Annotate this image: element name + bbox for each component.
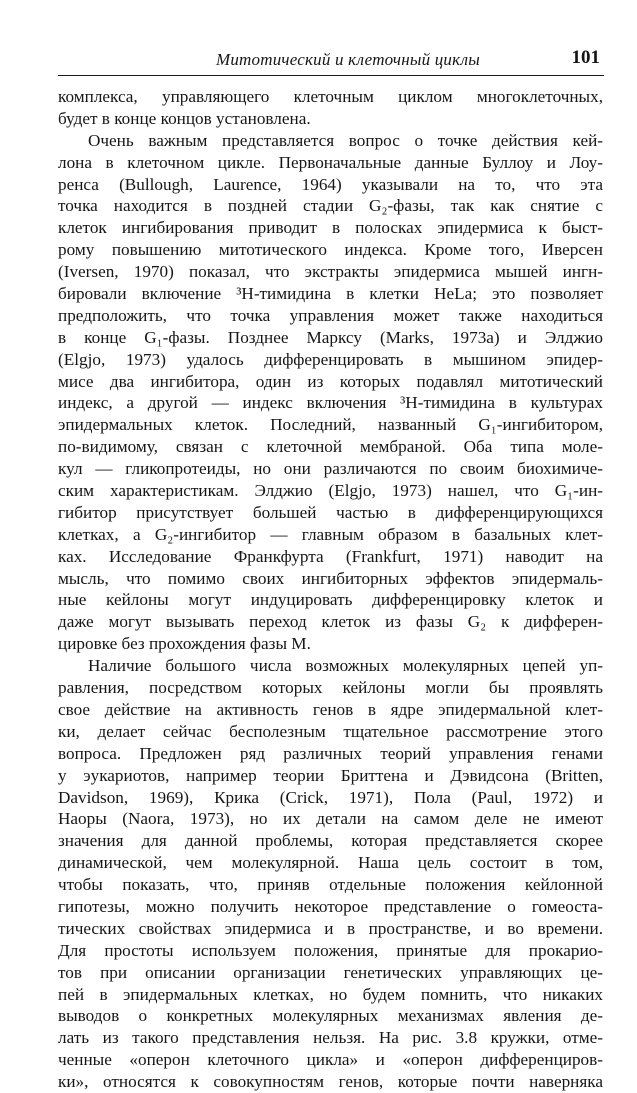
text-line: Davidson, 1969), Крика (Crick, 1971), Пола (Paul, 1972) и	[58, 787, 603, 807]
text-line: равления, посредством которых кейлоны могли бы проявлять	[58, 678, 603, 698]
text-line: динамической, чем молекулярной. Наша цель состоит в том,	[58, 853, 603, 873]
text-line: рому повышению митотического индекса. Кроме того, Иверсен	[58, 240, 603, 260]
body-text	[58, 86, 603, 1093]
text-line: бировали включение ³Н-тимидина в клетки HeLa; это позволяет	[58, 284, 603, 304]
text-line: (Elgjo, 1973) удалось дифференцировать в мышином эпидер-	[58, 349, 603, 369]
text-line: мысль, что помимо своих ингибиторных эффектов эпидермаль-	[58, 568, 603, 588]
text-line: ки, делает сейчас бесполезным тщательное рассмотрение этого	[58, 721, 603, 741]
text-line: (Iversen, 1970) показал, что экстракты эпидермиса мышей ингн-	[58, 262, 603, 282]
text-line: клеток ингибирования приводит в полосках эпидермиса к быст-	[58, 218, 603, 238]
text-line: лать из такого представления нельзя. На рис. 3.8 кружки, отме-	[58, 1028, 603, 1048]
text-line: гибитор присутствует большей частью в дифференцирующихся	[58, 502, 603, 522]
text-line: Наоры (Naora, 1973), но их детали на самом деле не имеют	[58, 809, 603, 829]
text-line: Для простоты используем положения, принятые для прокарио-	[58, 940, 603, 960]
text-line: ченные «оперон клеточного цикла» и «оперон дифференциров-	[58, 1050, 603, 1070]
text-line: свое действие на активность генов в ядре эпидермальной клет-	[58, 699, 603, 719]
text-line: Наличие большого числа возможных молекулярных цепей уп-	[88, 656, 603, 676]
text-line: чтобы показать, что, приняв отдельные положения кейлонной	[58, 875, 603, 895]
text-line: клетках, а G₂-ингибитор — главным образом в базальных клет-	[58, 524, 603, 544]
text-line: мисе два ингибитора, один из которых подавлял митотический	[58, 371, 603, 391]
text-line: ренса (Bullough, Laurence, 1964) указывали на то, что эта	[58, 174, 603, 194]
text-line: предположить, что точка управления может также находиться	[58, 305, 603, 325]
text-line: будет в конце концов установлена.	[58, 108, 311, 128]
text-line: пей в эпидермальных клетках, но будем помнить, что никаких	[58, 984, 603, 1004]
text-line: значения для данной проблемы, которая представляется скорее	[58, 831, 603, 851]
text-line: тов при описании организации генетических управляющих це-	[58, 962, 603, 982]
text-line: лона в клеточном цикле. Первоначальные данные Буллоу и Лоу-	[58, 152, 603, 172]
text-line: в конце G₁-фазы. Позднее Марксу (Marks, 1973a) и Элджио	[58, 327, 603, 347]
text-line: ках. Исследование Франкфурта (Frankfurt, 1971) наводит на	[58, 546, 603, 566]
text-line: комплекса, управляющего клеточным циклом многоклеточных,	[58, 87, 603, 106]
text-line: ные кейлоны могут индуцировать дифференцировку клеток и	[58, 590, 603, 610]
header-rule	[58, 75, 604, 76]
text-line: Очень важным представляется вопрос о точке действия кей-	[88, 130, 603, 150]
text-line: выводов о конкретных молекулярных механизмах явления де-	[58, 1006, 603, 1026]
text-line: ским характеристикам. Элджио (Elgjo, 1973) нашел, что G₁-ин-	[58, 481, 603, 501]
page-number: 101	[571, 47, 600, 68]
text-line: даже могут вызывать переход клеток из фазы G₂ к дифферен-	[58, 612, 603, 632]
text-line: гипотезы, можно получить некоторое представление о гомеоста-	[58, 896, 603, 916]
text-line: эпидермальных клеток. Последний, названный G₁-ингибитором,	[58, 415, 603, 435]
text-line: у эукариотов, например теории Бриттена и Дэвидсона (Britten,	[58, 765, 603, 785]
text-line: кул — гликопротеиды, но они различаются по своим биохимиче-	[58, 459, 603, 479]
page-header	[58, 46, 604, 76]
running-title: Митотический и клеточный циклы	[216, 50, 480, 69]
text-line: индекс, а другой — индекс включения ³Н-тимидина в культурах	[58, 393, 603, 413]
text-line: вопроса. Предложен ряд различных теорий управления генами	[58, 743, 603, 763]
text-line: по-видимому, связан с клеточной мембраной. Оба типа моле-	[58, 437, 603, 457]
text-line: точка находится в поздней стадии G₂-фазы, так как снятие с	[58, 196, 603, 216]
text-line: цировке без прохождения фазы M.	[58, 634, 311, 654]
text-line: ки», относятся к совокупностям генов, которые почти наверняка	[58, 1072, 603, 1092]
text-line: тических свойствах эпидермиса и в пространстве, и во времени.	[58, 918, 603, 938]
